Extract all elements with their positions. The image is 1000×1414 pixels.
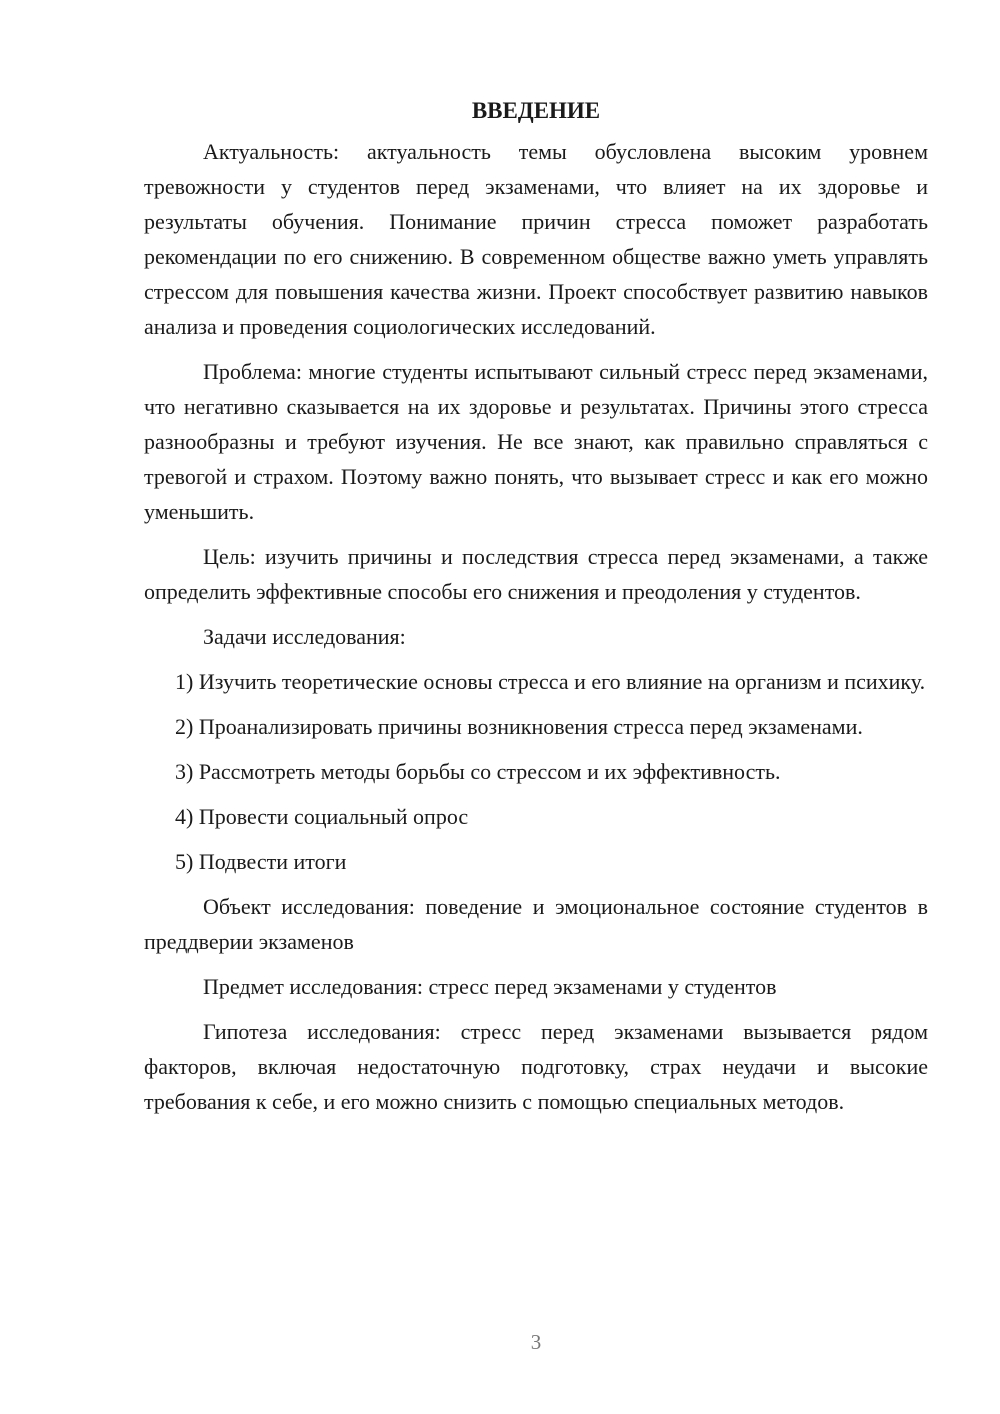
page-title: ВВЕДЕНИЕ <box>471 98 601 123</box>
tasks-heading: Задачи исследования: <box>203 624 406 649</box>
paragraph-hypothesis: Гипотеза исследования: стресс перед экзаменами вызывается рядом факторов, включая недостаточную подготовку, страх неудачи и высокие требования к себе, и его можно снизить с помощью специальных методов. <box>144 1019 928 1114</box>
paragraph-goal: Цель: изучить причины и последствия стресса перед экзаменами, а также определить эффективные способы его снижения и преодоления у студентов. <box>144 544 928 604</box>
paragraph-subject: Предмет исследования: стресс перед экзаменами у студентов <box>203 974 777 999</box>
paragraph-problem: Проблема: многие студенты испытывают сильный стресс перед экзаменами, что негативно сказывается на их здоровье и результатах. Причины этого стресса разнообразны и требуют изучения. Не все знают, как правильно справляться с тревогой и страхом. Поэтому важно понять, что вызывает стресс и как его можно уменьшить. <box>144 359 928 524</box>
document-page <box>144 88 928 1119</box>
paragraph-object: Объект исследования: поведение и эмоциональное состояние студентов в преддверии экзаменов <box>144 894 928 954</box>
task-item-2: 2) Проанализировать причины возникновения стресса перед экзаменами. <box>175 714 863 739</box>
task-item-3: 3) Рассмотреть методы борьбы со стрессом и их эффективность. <box>175 759 781 784</box>
task-item-4: 4) Провести социальный опрос <box>175 804 469 829</box>
page-number: 3 <box>530 1330 542 1354</box>
task-item-1: 1) Изучить теоретические основы стресса и его влияние на организм и психику. <box>175 669 926 694</box>
task-item-5: 5) Подвести итоги <box>175 849 347 874</box>
paragraph-relevance: Актуальность: актуальность темы обусловлена высоким уровнем тревожности у студентов перед экзаменами, что влияет на их здоровье и результаты обучения. Понимание причин стресса поможет разработать рекомендации по его снижению. В современном обществе важно уметь управлять стрессом для повышения качества жизни. Проект способствует развитию навыков анализа и проведения социологических исследований. <box>144 139 928 339</box>
